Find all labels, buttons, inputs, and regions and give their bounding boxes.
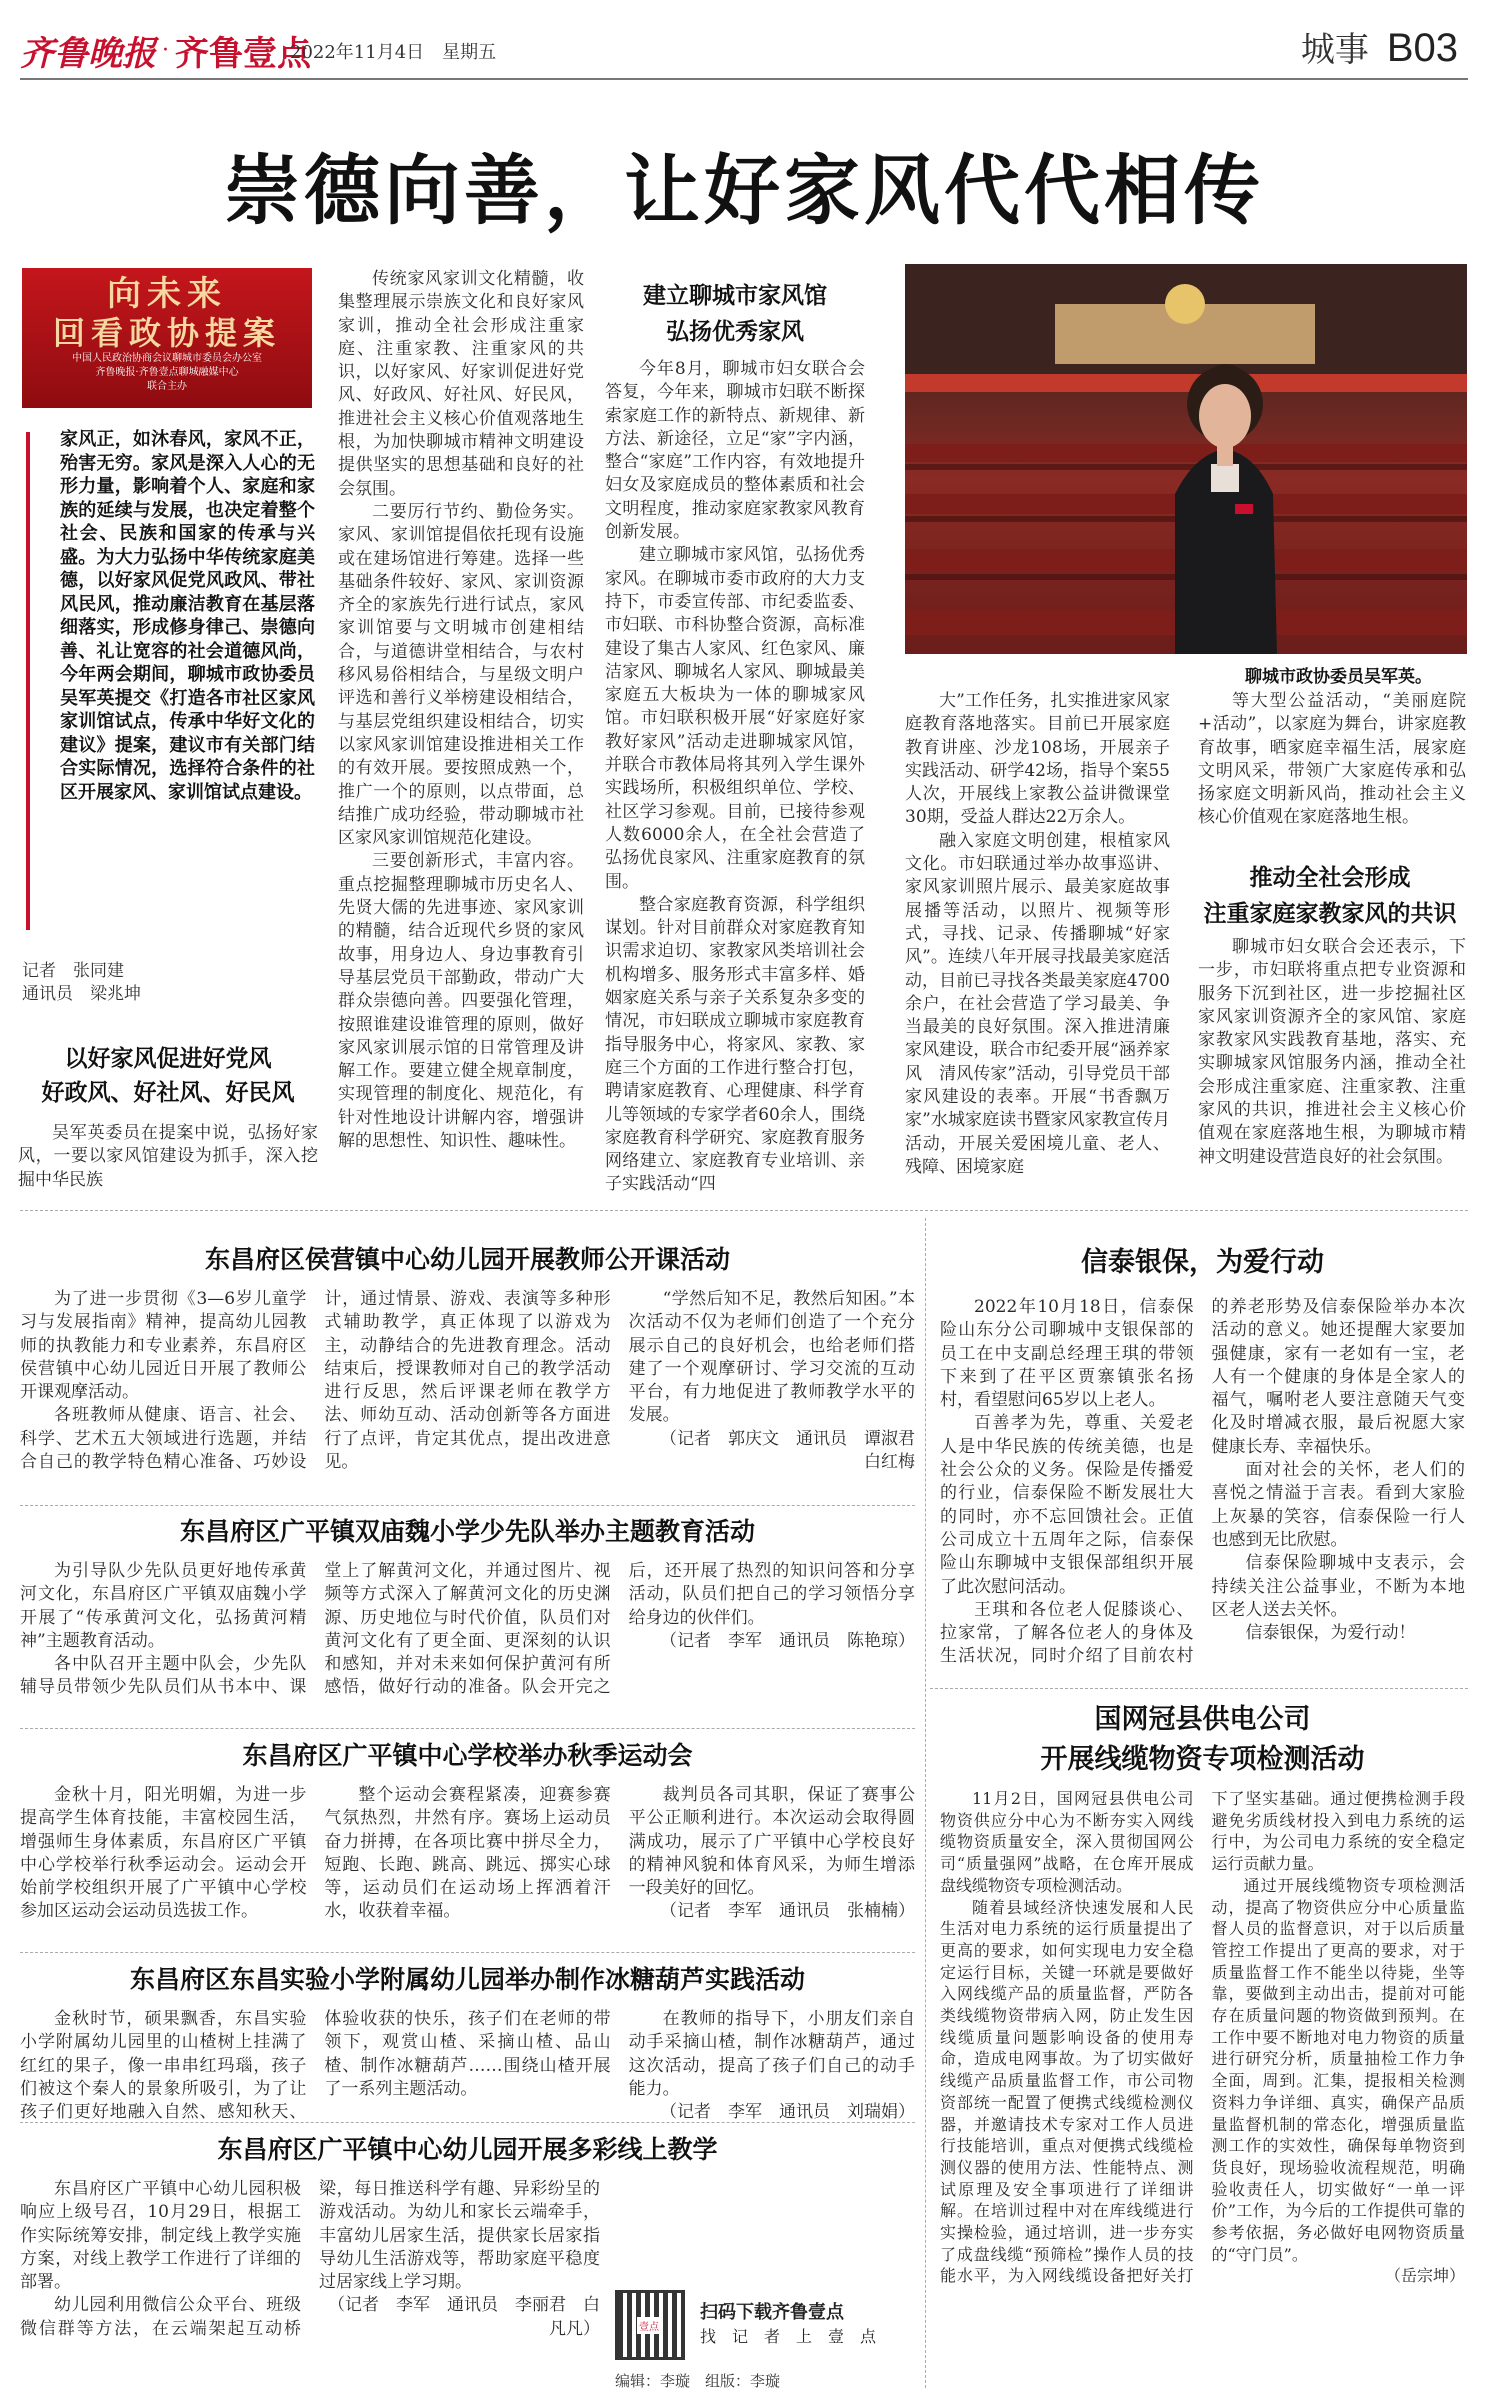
lead-paragraph: 家风正，如沐春风，家风不正，殆害无穷。家风是深入人心的无形力量，影响着个人、家庭和家族的延续与发展，也决定着整个社会、民族和国家的传承与兴盛。为大力弘扬中华传统家庭美德，以好家风促党风政风、带社风民风，推动廉洁教育在基层落细落实，形成修身律己、崇德向善、礼让宽容的社会道德风尚，今年两会期间，聊城市政协委员吴军英提交《打造各市社区家风家训馆试点，传承中华好文化的建议》提案，建议市有关部门结合实际情况，选择符合条件的社区开展家风、家训馆试点建设。	[60, 429, 315, 803]
art1-paragraph: “学然后知不足，教然后知困。”本次活动不仅为老师们创造了一个充分展示自己的良好机会，也给老师们搭建了一个观摩研讨、学习交流的互动平台，有力地促进了教师教学水平的发展。	[628, 1289, 915, 1426]
banner-org3: 联合主办	[147, 381, 187, 392]
issue-date	[290, 38, 496, 64]
brand-name: 齐鲁壹点	[175, 34, 311, 74]
subhead-1-line2: 好政风、好社风、好民风	[41, 1079, 295, 1106]
art6-paragraph: 信泰保险聊城中支表示，会持续关注公益事业，不断为本地区老人送去关怀。	[1211, 1553, 1465, 1620]
article-1-body	[20, 1288, 932, 1500]
subhead-2-line1: 建立聊城市家风馆	[643, 282, 827, 309]
art1-paragraph: 为了进一步贯彻《3—6岁儿童学习与发展指南》精神，提高幼儿园教师的执教能力和专业素养，东昌府区侯营镇中心幼儿园近日开展了教师公开课观摩活动。	[20, 1289, 307, 1403]
newspaper-name: 齐鲁晚报	[20, 34, 156, 74]
art6-paragraph: 2022年10月18日，信泰保险山东分公司聊城中支银保部的员工在中支副总经理王琪的带领下来到了茌平区贾寨镇张名扬村，看望慰问65岁以上老人。	[940, 1297, 1194, 1411]
subhead-2-line2: 弘扬优秀家风	[666, 318, 804, 345]
article-7-title-2: 开展线缆物资专项检测活动	[1040, 1744, 1365, 1775]
section-name: 城事	[1300, 30, 1369, 70]
masthead-logo	[20, 26, 311, 75]
subhead-3-line1: 推动全社会形成	[1249, 864, 1411, 891]
subhead-1-line1: 以好家风促进好党风	[64, 1045, 272, 1072]
lead-bar	[26, 432, 30, 930]
main-headline: 崇德向善，让好家风代代相传	[224, 146, 1264, 235]
art1-credit: （记者 郭庆文 通讯员 谭淑君 白红梅	[659, 1428, 932, 1473]
col2-paragraph: 传统家风家训文化精髓，收集整理展示崇族文化和良好家风家训，推动全社会形成注重家庭、注重家教、注重家风的共识，以好家风、好家训促进好党风、好政风、好社风、好民风，推进社会主义核心价值观落地生根，为加快聊城市精神文明建设提供坚实的思想基础和良好的社会氛围。	[338, 269, 584, 499]
art5-paragraph: 东昌府区广平镇中心幼儿园积极响应上级号召，10月29日，根据工作实际统筹安排，制定线上教学实施方案，对线上教学工作进行了详细的部署。	[20, 2179, 301, 2293]
art5-credit: （记者 李军 通讯员 李丽君 白凡凡）	[328, 2295, 600, 2339]
art2-credit: （记者 李军 通讯员 陈艳琼）	[659, 1630, 915, 1651]
logo-dot: ·	[162, 38, 169, 63]
article-4-title: 东昌府区东昌实验小学附属幼儿园举办制作冰糖葫芦实践活动	[129, 1965, 805, 1994]
banner-org2: 齐鲁晚报·齐鲁壹点聊城融媒中心	[95, 367, 239, 378]
editor-credit: 编辑：李璇 组版：李璇	[615, 2372, 781, 2390]
col2-paragraph: 二要厉行节约、勤俭务实。家风、家训馆提倡依托现有设施或在建场馆进行筹建。选择一些基础条件较好、家风、家训资源齐全的家族先行进行试点，家风家训馆要与文明城市创建相结合，与道德讲堂相结合，与农村移风易俗相结合，与星级文明户评选和善行义举榜建设相结合，与基层党组织建设相结合，切实以家风家训馆建设推进相关工作的有效开展。要按照成熟一个，推广一个的原则，以点带面，总结推广成功经验，带动聊城市社区家风家训馆规范化建设。	[338, 501, 584, 849]
art7-paragraph: 11月2日，国网冠县供电公司物资供应分中心为不断夯实入网线缆物资质量安全，深入贯彻国网公司“质量强网”战略，在仓库开展成盘线缆物资专项检测活动。	[940, 1789, 1194, 1895]
col4-paragraph: 大”工作任务，扎实推进家风家庭教育落地落实。目前已开展家庭教育讲座、沙龙108场，开展亲子实践活动、研学42场，指导个案55人次，开展线上家教公益讲微课堂30期，受益人群达22万余人。	[905, 691, 1170, 828]
art7-paragraph: 随着县域经济快速发展和人民生活对电力系统的运行质量提出了更高的要求，如何实现电力安全稳定运行目标，关键一环就是要做好入网线缆产品的质量监督，严防各类线缆物资带病入网，防止发生因线缆质量问题影响设备的使用寿命，造成电网事故。为了切实做好线缆产品质量监督工作，市公司物资部统一配置了便携式线缆检测仪器，并邀请技术专家对工作人员进行技能培训，重点对便携式线缆检测仪器的使用方法、性能特点、测试原理及安全事项进行了详细讲解。在培训过程中对在库线缆进行实操检验，通过培训，进一步夯实了成盘线缆“预筛检”操作人员的技能水平，为入网线缆设备把好关打下了坚实基础。通过便携检测手段避免劣质线材投入到电力系统的运行中，为公司电力系统的安全稳定运行贡献力量。	[940, 1789, 1465, 2286]
photo-caption: 聊城市政协委员吴军英。	[1245, 667, 1432, 687]
subhead-3	[1190, 860, 1470, 932]
col3-paragraph: 建立聊城市家风馆，弘扬优秀家风。在聊城市委市政府的大力支持下，市委宣传部、市纪委监委、市妇联、市科协整合资源，高标准建设了集古人家风、红色家风、廉洁家风、聊城名人家风、聊城最美家庭五大板块为一体的聊城家风馆。市妇联积极开展“好家庭好家教好家风”活动走进聊城家风馆，并联合市教体局将其列入学生课外实践场所，积极组织单位、学校、社区学习参观。目前，已接待参观人数6000余人，在全社会营造了弘扬优良家风、注重家庭教育的氛围。	[605, 545, 865, 892]
column-4	[905, 690, 1170, 1179]
art2-paragraph: 为引导队少先队员更好地传承黄河文化，东昌府区广平镇双庙魏小学开展了“传承黄河文化，弘扬黄河精神”主题教育活动。	[20, 1561, 307, 1651]
col1-tail-text: 吴军英委员在提案中说，弘扬好家风，一要以家风馆建设为抓手，深入挖掘中华民族	[18, 1123, 318, 1190]
column-2	[338, 268, 584, 1153]
page-number: B03	[1386, 26, 1458, 70]
column-3	[605, 358, 865, 1197]
article-3-title: 东昌府区广平镇中心学校举办秋季运动会	[242, 1741, 693, 1770]
article-1-title: 东昌府区侯营镇中心幼儿园开展教师公开课活动	[204, 1245, 730, 1274]
byline-correspondent: 通讯员 梁兆坤	[22, 984, 141, 1004]
article-7-title	[940, 1700, 1465, 1780]
col3-paragraph: 今年8月，聊城市妇女联合会答复，今年来，聊城市妇联不断探索家庭工作的新特点、新规律、新方法、新途径，立足“家”字内涵，整合“家庭”工作内容，有效地提升妇女及家庭成员的整体素质和社会文明程度，推动家庭家教家风教育创新发展。	[605, 359, 865, 543]
art7-paragraph: 通过开展线缆物资专项检测活动，提高了物资供应分中心质量监督人员的监督意识，对于以后质量管控工作提出了更高的要求，对于质量监督工作不能坐以待毙，坐等靠，要做到主动出击，提前对可能存在质量问题的物资做到预判。在工作中要不断地对电力物资的质量进行研究分析，质量抽检工作力争全面，周到。汇集，提报相关检测资料力争详细、真实，确保产品质量监督机制的常态化，增强质量监测工作的实效性，确保每单物资到货良好，现场验收流程规范，明确验收责任人，切实做好“一单一评价”工作，为今后的工作提供可靠的参考依据，务必做好电网物资质量的“守门员”。	[1211, 1875, 1465, 2264]
col5b-paragraph: 聊城市妇女联合会还表示，下一步，市妇联将重点把专业资源和服务下沉到社区，进一步挖掘社区家风家训资源齐全的家风馆、家庭家教家风实践教育基地，落实、充实聊城家风馆服务内涵，推动全社会形成注重家庭、注重家教、注重家风的共识，推进社会主义核心价值观在家庭落地生根，为聊城市精神文明建设营造良好的社会氛围。	[1198, 937, 1466, 1167]
page-marker	[1301, 22, 1458, 71]
article-5-body	[20, 2178, 600, 2378]
weekday-text: 星期五	[442, 42, 497, 63]
qr-caption-1: 扫码下载齐鲁壹点	[700, 2302, 844, 2323]
art3-paragraph: 整个运动会赛程紧凑，迎赛参赛气氛热烈，井然有序。赛场上运动员奋力拼搏，在各项比赛中拼尽全力，短跑、长跑、跳高、跳远、掷实心球等，运动员们在运动场上挥洒着汗水，收获着幸福。	[324, 1785, 611, 1922]
art3-credit: （记者 李军 通讯员 张楠楠）	[659, 1901, 915, 1922]
delegate-photo	[905, 264, 1467, 654]
col1-tail	[18, 1122, 318, 1192]
col3-paragraph: 整合家庭教育资源，科学组织谋划。针对目前群众对家庭教育知识需求迫切、家教家风类培训社会机构增多、服务形式丰富多样、婚姻家庭关系与亲子关系复杂多变的情况，市妇联成立聊城市家庭教育指导服务中心，将家风、家教、家庭三个方面的工作进行整合打包，聘请家庭教育、心理健康、科学育儿等领域的专家学者60余人，围绕家庭教育科学研究、家庭教育服务网络建立、家庭教育专业培训、亲子实践活动“四	[605, 894, 865, 1195]
column-5-bottom	[1198, 936, 1466, 1169]
article-2-title: 东昌府区广平镇双庙魏小学少先队举办主题教育活动	[179, 1517, 755, 1546]
qr-caption-2: 找 记 者 上 壹 点	[700, 2327, 877, 2346]
qr-badge: 壹点	[637, 2317, 661, 2334]
byline-reporter: 记者 张同建	[22, 961, 124, 981]
art3-paragraph: 金秋十月，阳光明媚，为进一步提高学生体育技能，丰富校园生活，增强师生身体素质，东昌府区广平镇中心学校举行秋季运动会。运动会开始前学校组织开展了广平镇中心学校参加区运动会运动员选拔工作。	[20, 1785, 307, 1922]
article-3-body	[20, 1784, 915, 1949]
art2-paragraph: 各中队召开主题中队会，少先队辅导员带领少先队员们从书本中、课堂上了解黄河文化，并通过图片、视频等方式深入了解黄河文化的历史渊源、历史地位与时代价值，队员们对黄河文化有了更全面、更深刻的认识和感知，并对未来如何保护黄河有所感悟，做好行动的准备。队会开完之后，还开展了热烈的知识问答和分享活动，队员们把自己的学习领悟分享给身边的伙伴们。	[20, 1561, 915, 1698]
art3-paragraph: 裁判员各司其职，保证了赛事公平公正顺利进行。本次运动会取得圆满成功，展示了广平镇中心学校良好的精神风貌和体育风采，为师生增添一段美好的回忆。	[628, 1785, 915, 1899]
article-6-title: 信泰银保，为爱行动	[1081, 1247, 1324, 1278]
column-5-top	[1198, 690, 1466, 830]
column-banner	[22, 268, 312, 408]
art6-paragraph: 百善孝为先，尊重、关爱老人是中华民族的传统美德，也是社会公众的义务。保险是传播爱的行业，信泰保险不断发展壮大的同时，亦不忘回馈社会。正值公司成立十五周年之际，信泰保险山东聊城中支银保部组织开展了此次慰问活动。	[940, 1413, 1194, 1597]
subhead-1	[18, 1042, 318, 1110]
date-text: 2022年11月4日	[290, 42, 425, 63]
col2-paragraph: 三要创新形式，丰富内容。重点挖掘整理聊城市历史名人、先贤大儒的先进事迹、家风家训的精髓，结合近现代乡贤的家风故事，用身边人、身边事教育引导基层党员干部勤政，带动广大群众崇德向善。四要强化管理，按照谁建设谁管理的原则，做好家风家训展示馆的日常管理及讲解工作。要建立健全规章制度，实现管理的制度化、规范化，有针对性地设计讲解内容，增强讲解的思想性、知识性、趣味性。	[338, 851, 584, 1151]
byline	[22, 960, 141, 1006]
art6-paragraph: 王琪和各位老人促膝谈心、拉家常，了解各位老人的身体及生活状况，同时介绍了目前农村的养老形势及信泰保险举办本次活动的意义。她还提醒大家要加强健康，家有一老如有一宝，老人有一个健康的身体是全家人的福气，嘱咐老人要注意随天气变化及时增减衣服，最后祝愿大家健康长寿、幸福快乐。	[940, 1297, 1465, 1667]
art6-paragraph: 面对社会的关怀，老人们的喜悦之情溢于言表。看到大家脸上灰暴的笑容，信泰保险一行人也感到无比欣慰。	[1211, 1460, 1465, 1550]
article-2-body	[20, 1560, 915, 1750]
art4-credit: （记者 李军 通讯员 刘瑞娟）	[659, 2102, 915, 2123]
article-7-body	[940, 1788, 1465, 2383]
art4-paragraph: 金秋时节，硕果飘香，东昌实验小学附属幼儿园里的山楂树上挂满了红红的果子，像一串串红玛瑙，孩子们被这个秦人的景象所吸引，为了让孩子们更好地融入自然、感知秋天、体验收获的快乐，孩子们在老师的带领下，观赏山楂、采摘山楂、品山楂、制作冰糖葫芦……围绕山楂开展了一系列主题活动。	[20, 2009, 611, 2123]
subhead-2	[605, 278, 865, 350]
article-7-title-1: 国网冠县供电公司	[1094, 1704, 1311, 1735]
subhead-3-line2: 注重家庭家教家风的共识	[1203, 900, 1457, 927]
col5a-paragraph: 等大型公益活动，“美丽庭院+活动”，以家庭为舞台，讲家庭教育故事，晒家庭幸福生活，展家庭文明风采，带领广大家庭传承和弘扬家庭文明新风尚，推动社会主义核心价值观在家庭落地生根。	[1198, 691, 1466, 828]
banner-line2: 回看政协提案	[52, 314, 281, 352]
art1-paragraph: 各班教师从健康、语言、社会、科学、艺术五大领域进行选题，并结合自己的教学特色精心准备、巧妙设计，通过情景、游戏、表演等多种形式辅助教学，真正体现了以游戏为主，动静结合的先进教育理念。活动结束后，授课教师对自己的教学活动进行反思，然后评课老师在教学方法、师幼互动、活动创新等各方面进行了点评，肯定其优点，提出改进意见。	[20, 1289, 611, 1473]
banner-org1: 中国人民政治协商会议聊城市委员会办公室	[72, 353, 262, 364]
photo-illustration	[905, 264, 1467, 654]
art6-paragraph: 信泰银保，为爱行动！	[1245, 1623, 1416, 1644]
art5-paragraph: 幼儿园利用微信公众平台、班级微信群等方法，在云端架起互动桥梁，每日推送科学有趣、异彩纷呈的游戏活动。为幼儿和家长云端牵手，丰富幼儿居家生活，提供家长居家指导幼儿生活游戏等，帮助家庭平稳度过居家线上学习期。	[20, 2179, 600, 2339]
art7-credit: （岳宗坤）	[1384, 2266, 1465, 2286]
col4-paragraph: 融入家庭文明创建，根植家风文化。市妇联通过举办故事巡讲、家风家训照片展示、最美家庭故事展播等活动，以照片、视频等形式，寻找、记录、传播聊城“好家风”。连续八年开展寻找最美家庭活动，目前已寻找各类最美家庭4700余户，在社会营造了学习最美、争当最美的良好氛围。深入推进清廉家风建设，联合市纪委开展“涵养家风 清风传家”活动，引导党员干部家风建设的表率。开展“书香飘万家”水城家庭读书暨家风家教宣传月活动，开展关爱困境儿童、老人、残障、困境家庭	[905, 830, 1170, 1177]
art4-paragraph: 在教师的指导下，小朋友们亲自动手采摘山楂，制作冰糖葫芦，通过这次活动，提高了孩子们自己的动手能力。	[628, 2009, 915, 2099]
article-5-title: 东昌府区广平镇中心幼儿园开展多彩线上教学	[217, 2135, 718, 2164]
banner-line1: 向未来	[107, 274, 227, 314]
article-6-body	[940, 1296, 1465, 1691]
